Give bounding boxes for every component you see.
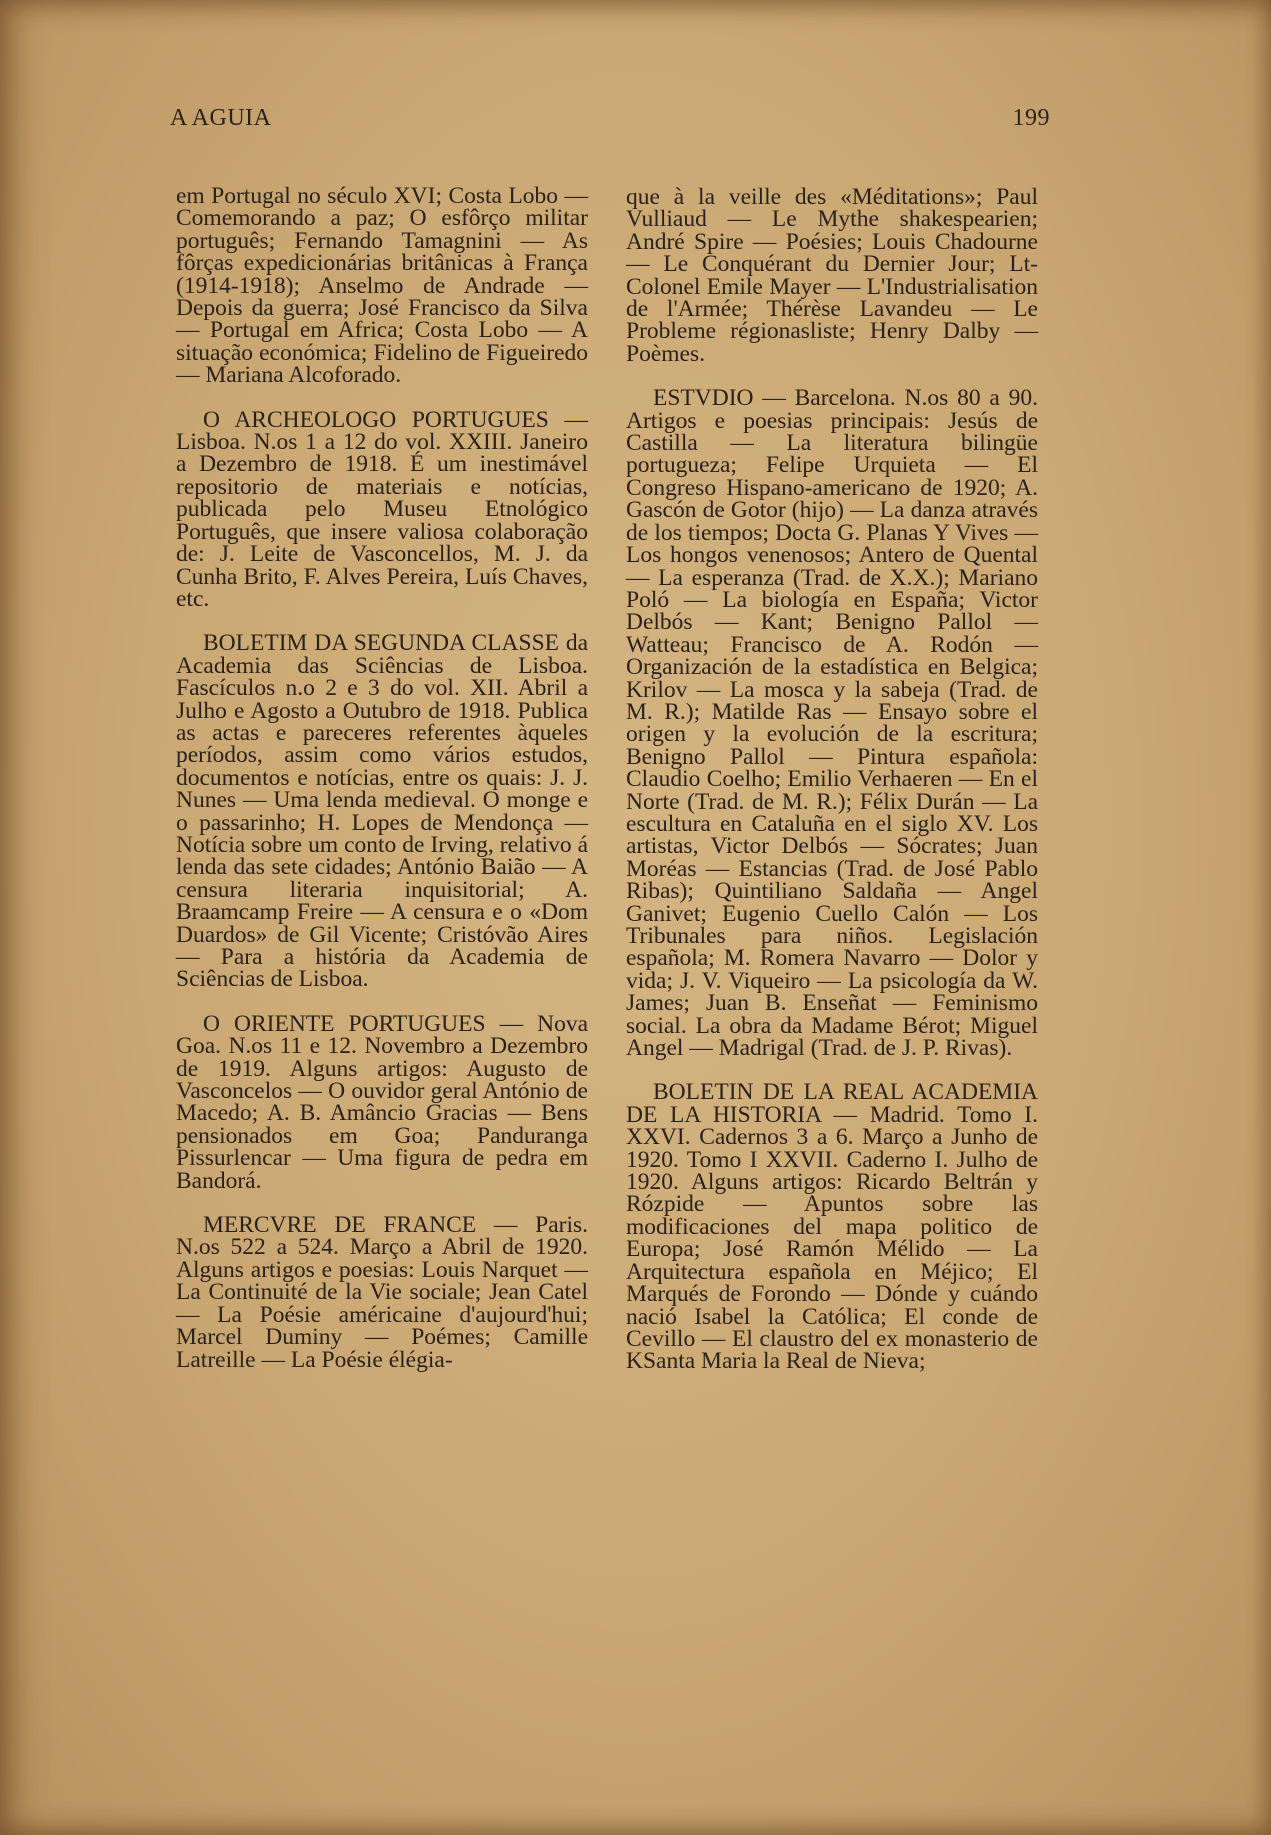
right-column xyxy=(626,186,1038,1373)
page-number: 199 xyxy=(1012,105,1050,131)
entry-mercure-de-france: MERCVRE DE FRANCE — Paris. N.os 522 a 524. Março a Abril de 1920. Alguns artigos e poesias: Louis Narquet — La Continuité de la Vie sociale; Jean Catel — La Poésie américaine d'aujourd'hui; Marcel Duminy — Poémes; Camille Latreille — La Poésie élégia- xyxy=(176,1212,588,1373)
journal-title: A AGUIA xyxy=(170,105,272,131)
paragraph-continuation: em Portugal no século XVI; Costa Lobo — Comemorando a paz; O esfôrço militar português; Fernando Tamagnini — As fôrças expedicionárias britânicas à França (1914-1918); Anselmo de Andrade — Depois da guerra; José Francisco da Silva — Portugal em Africa; Costa Lobo — A situação económica; Fidelino de Figueiredo — Mariana Alcoforado. xyxy=(176,183,588,389)
entry-oriente-portugues: O ORIENTE PORTUGUES — Nova Goa. N.os 11 e 12. Novembro a Dezembro de 1919. Alguns artigos: Augusto de Vasconcelos — O ouvidor geral António de Macedo; A. B. Amâncio Gracias — Bens pensionados em Goa; Panduranga Pissurlencar — Uma figura de pedra em Bandorá. xyxy=(176,1010,588,1194)
left-column xyxy=(176,185,588,1371)
entry-archeologo-portugues: O ARCHEOLOGO PORTUGUES — Lisboa. N.os 1 a 12 do vol. XXIII. Janeiro a Dezembro de 1918. É um inestimável repositorio de materiais e notícias, publicada pelo Museu Etnológico Português, que insere valiosa colaboração de: J. Leite de Vasconcellos, M. J. da Cunha Brito, F. Alves Pereira, Luís Chaves, etc. xyxy=(176,406,588,612)
paragraph-continuation-mercure: que à la veille des «Méditations»; Paul Vulliaud — Le Mythe shakespearien; André Spire — Poésies; Louis Chadourne — Le Conquérant du Dernier Jour; Lt-Colonel Emile Mayer — L'Industrialisation de l'Armée; Thérèse Lavandeu — Le Probleme régionasliste; Henry Dalby — Poèmes. xyxy=(626,184,1038,367)
running-header xyxy=(170,105,1050,139)
entry-boletin-real-academia: BOLETIN DE LA REAL ACADEMIA DE LA HISTORIA — Madrid. Tomo I. XXVI. Cadernos 3 a 6. Março a Junho de 1920. Tomo I XXVII. Caderno I. Julho de 1920. Alguns artigos: Ricardo Beltrán y Rózpide — Apuntos sobre las modificaciones del mapa politico de Europa; José Ramón Mélido — La Arquitectura española en Méjico; El Marqués de Forondo — Dónde y cuándo nació Isabel la Católica; El conde de Cevillo — El claustro del ex monasterio de KSanta Maria la Real de Nieva; xyxy=(626,1079,1038,1375)
entry-estudio: ESTVDIO — Barcelona. N.os 80 a 90. Artigos e poesias principais: Jesús de Castilla — La literatura bilingüe portugueza; Felipe Urquieta — El Congreso Hispano-americano de 1920; A. Gascón de Gotor (hijo) — La danza através de los tiempos; Docta G. Planas Y Vives — Los hongos venenosos; Antero de Quental — La esperanza (Trad. de X.X.); Mariano Poló — La biología en España; Victor Delbós — Kant; Benigno Pallol — Watteau; Francisco de A. Rodón — Organización de la estadística en Belgica; Krilov — La mosca y la sabeja (Trad. de M. R.); Matilde Ras — Ensayo sobre el origen y la evolución de la escritura; Benigno Pallol — Pintura española: Claudio Coelho; Emilio Verhaeren — En el Norte (Trad. de M. R.); Félix Durán — La escultura en Cataluña en el siglo XV. Los artistas, Victor Delbós — Sócrates; Juan Moréas — Estancias (Trad. de José Pablo Ribas); Quintiliano Saldaña — Angel Ganivet; Eugenio Cuello Calón — Los Tribunales para niños. Legislación española; M. Romera Navarro — Dolor y vida; J. V. Viqueiro — La psicología da W. James; Juan B. Enseñat — Feminismo social. La obra da Madame Bérot; Miguel Angel — Madrigal (Trad. de J. P. Rivas). xyxy=(626,385,1038,1062)
entry-boletim-segunda-classe: BOLETIM DA SEGUNDA CLASSE da Academia das Sciências de Lisboa. Fascículos n.o 2 e 3 do vol. XII. Abril a Julho e Agosto a Outubro de 1918. Publica as actas e pareceres referentes àqueles períodos, assim como vários estudos, documentos e notícias, entre os quais: J. J. Nunes — Uma lenda medieval. O monge e o passarinho; H. Lopes de Mendonça — Notícia sobre um conto de Irving, relativo á lenda das sete cidades; António Baião — A censura literaria inquisitorial; A. Braamcamp Freire — A censura e o «Dom Duardos» de Gil Vicente; Cristóvão Aires — Para a história da Academia de Sciências de Lisboa. xyxy=(176,630,588,993)
